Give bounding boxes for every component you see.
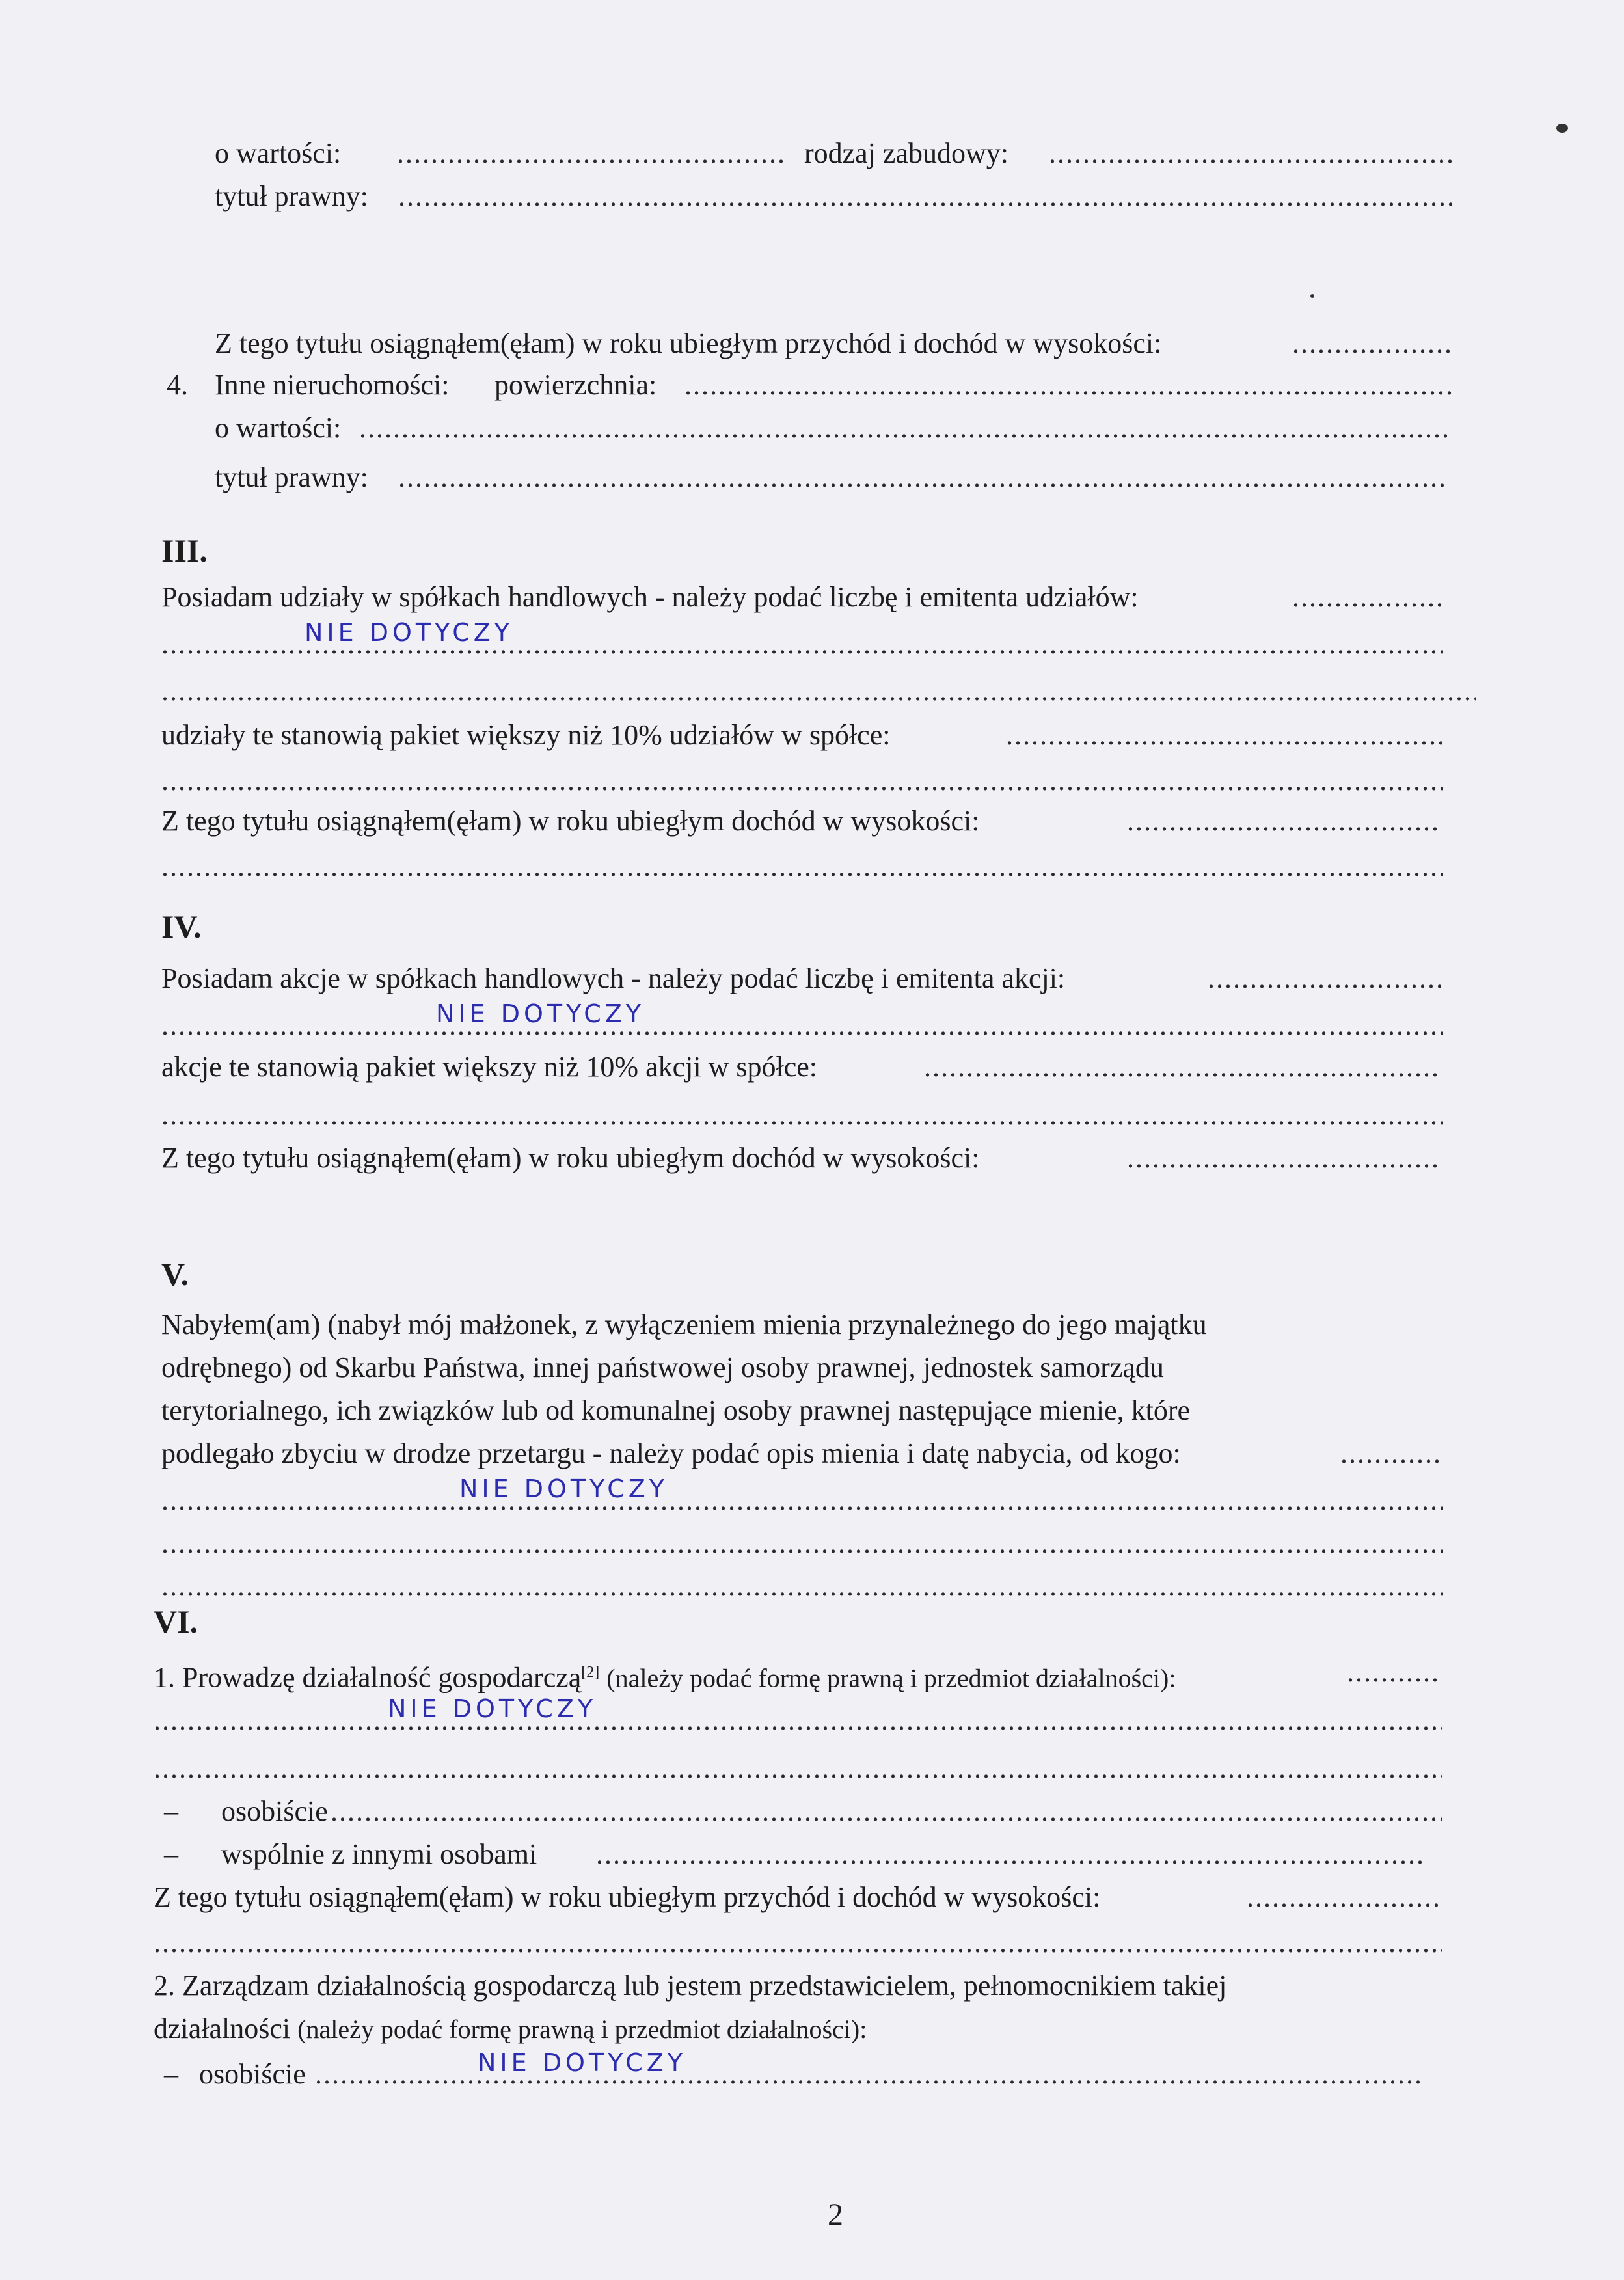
stake-line: udziały te stanowią pakiet większy niż 10% udziałów w spółce: — [161, 719, 891, 751]
section-heading-5: V. — [161, 1256, 189, 1292]
business-activity-line — [154, 1654, 1176, 1694]
handwritten-not-applicable: NIE DOTYCZY — [436, 999, 645, 1028]
handwritten-not-applicable: NIE DOTYCZY — [388, 1694, 597, 1723]
management-note: (należy podać formę prawną i przedmiot działalności): — [297, 2015, 867, 2044]
dotted-fill — [1292, 325, 1452, 362]
management-text: działalności — [154, 2013, 291, 2044]
legal-title-label: tytuł prawny: — [215, 180, 368, 212]
dotted-fill — [331, 1793, 1442, 1830]
dotted-fill — [161, 1568, 1443, 1605]
business-activity-text: 1. Prowadzę działalność gospodarczą — [154, 1661, 582, 1694]
management-line: 2. Zarządzam działalnością gospodarczą lub jestem przedstawicielem, pełnomocnikiem takiej — [154, 1970, 1227, 2002]
dotted-fill — [398, 178, 1452, 215]
dotted-fill — [397, 135, 787, 172]
section-heading-4: IV. — [161, 908, 202, 945]
dotted-fill — [684, 367, 1452, 403]
dotted-fill — [1347, 1654, 1442, 1690]
personally-label: osobiście — [199, 2058, 306, 2090]
dotted-fill — [161, 1525, 1443, 1562]
dotted-fill — [154, 1702, 1442, 1739]
value-label: o wartości: — [215, 412, 342, 444]
area-label: powierzchnia: — [494, 369, 657, 401]
management-line-2 — [154, 2011, 867, 2047]
dotted-fill — [1340, 1435, 1442, 1472]
dotted-fill — [161, 1482, 1443, 1519]
building-type-label: rodzaj zabudowy: — [804, 137, 1008, 169]
dotted-fill — [1292, 579, 1442, 616]
dotted-fill — [1006, 717, 1442, 753]
page-number: 2 — [828, 2197, 843, 2232]
acquisition-text: odrębnego) od Skarbu Państwa, innej państwowej osoby prawnej, jednostek samorządu — [161, 1351, 1164, 1383]
handwritten-not-applicable: NIE DOTYCZY — [478, 2048, 687, 2077]
dash: – — [164, 1838, 178, 1870]
dash: – — [164, 1795, 178, 1827]
dotted-fill — [154, 1925, 1442, 1961]
dotted-fill — [161, 763, 1443, 799]
income-line: Z tego tytułu osiągnąłem(ęłam) w roku ubiegłym dochód w wysokości: — [161, 805, 980, 837]
legal-title-label: tytuł prawny: — [215, 461, 368, 493]
section-heading-6: VI. — [154, 1603, 198, 1640]
stocks-line: Posiadam akcje w spółkach handlowych - należy podać liczbę i emitenta akcji: — [161, 962, 1066, 994]
dotted-fill — [161, 673, 1476, 709]
jointly-label: wspólnie z innymi osobami — [221, 1838, 537, 1870]
acquisition-text: terytorialnego, ich związków lub od komunalnej osoby prawnej następujące mienie, które — [161, 1394, 1191, 1426]
dotted-fill — [161, 848, 1443, 885]
scan-speck — [1310, 294, 1314, 298]
scan-speck — [1556, 124, 1568, 133]
dotted-fill — [359, 410, 1452, 446]
acquisition-text: podlegało zbyciu w drodze przetargu - należy podać opis mienia i datę nabycia, od kogo: — [161, 1437, 1181, 1469]
business-activity-note: (należy podać formę prawną i przedmiot działalności): — [606, 1663, 1176, 1693]
income-line: Z tego tytułu osiągnąłem(ęłam) w roku ubiegłym przychód i dochód w wysokości: — [215, 327, 1162, 359]
other-real-estate-label: Inne nieruchomości: — [215, 369, 450, 401]
handwritten-not-applicable: NIE DOTYCZY — [304, 618, 514, 647]
dotted-fill — [596, 1836, 1424, 1873]
dash: – — [164, 2058, 178, 2090]
dotted-fill — [161, 1007, 1443, 1044]
dotted-fill — [1208, 960, 1442, 997]
dotted-fill — [161, 1097, 1443, 1133]
dotted-fill — [398, 459, 1446, 496]
shares-line: Posiadam udziały w spółkach handlowych - należy podać liczbę i emitenta udziałów: — [161, 581, 1139, 613]
income-line: Z tego tytułu osiągnąłem(ęłam) w roku ubiegłym dochód w wysokości: — [161, 1142, 980, 1174]
dotted-fill — [154, 1750, 1442, 1787]
acquisition-text: Nabyłem(am) (nabył mój małżonek, z wyłączeniem mienia przynależnego do jego majątku — [161, 1309, 1207, 1340]
section-heading-3: III. — [161, 532, 208, 569]
personally-label: osobiście — [221, 1795, 328, 1827]
value-label: o wartości: — [215, 137, 342, 169]
dotted-fill — [1049, 135, 1452, 172]
dotted-fill — [1247, 1879, 1442, 1916]
dotted-fill — [924, 1049, 1442, 1085]
stake-line: akcje te stanowią pakiet większy niż 10% akcji w spółce: — [161, 1051, 817, 1083]
dotted-fill — [1127, 803, 1442, 839]
income-line: Z tego tytułu osiągnąłem(ęłam) w roku ubiegłym przychód i dochód w wysokości: — [154, 1881, 1101, 1913]
dotted-fill — [1127, 1140, 1442, 1176]
footnote-ref: [2] — [581, 1664, 600, 1681]
item-number: 4. — [167, 369, 188, 401]
handwritten-not-applicable: NIE DOTYCZY — [459, 1474, 669, 1503]
